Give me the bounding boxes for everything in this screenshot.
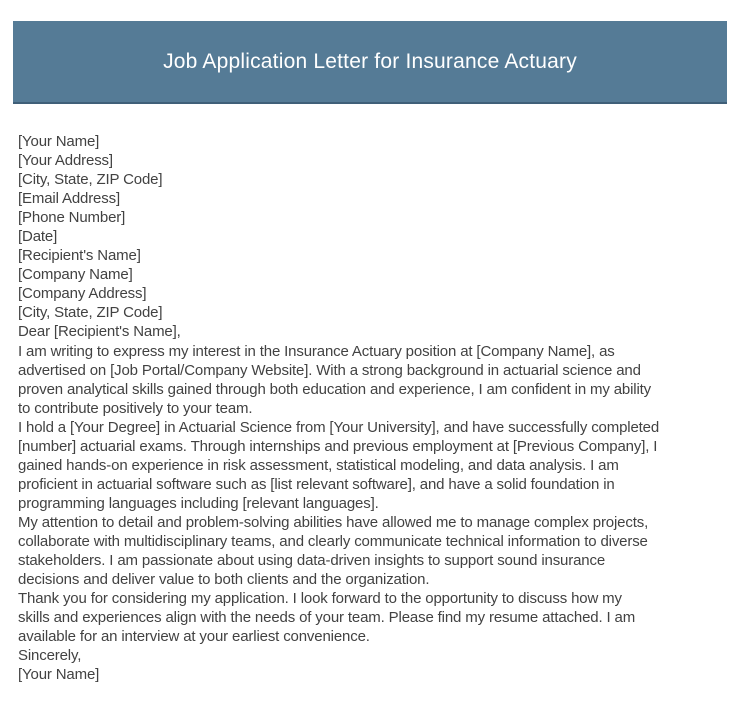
letter-line: Thank you for considering my application. I look forward to the opportunity to discuss how my [18, 590, 622, 608]
letter-line: [Your Address] [18, 152, 113, 170]
letter-line: [number] actuarial exams. Through internships and previous employment at [Previous Company], I [18, 437, 658, 455]
letter-line: proficient in actuarial software such as [list relevant software], and have a solid foundation in [18, 475, 615, 493]
letter-line: gained hands-on experience in risk assessment, statistical modeling, and data analysis. I am [18, 456, 619, 474]
letter-line: [City, State, ZIP Code] [18, 171, 163, 189]
letter-line: Sincerely, [18, 647, 82, 665]
letter-line: proven analytical skills gained through both education and experience, I am confident in my ability [18, 380, 652, 398]
letter-line: [City, State, ZIP Code] [18, 304, 163, 322]
letter-line: skills and experiences align with the needs of your team. Please find my resume attached. I am [18, 609, 636, 627]
letter-line: [Your Name] [18, 133, 100, 150]
letter-line: I am writing to express my interest in the Insurance Actuary position at [Company Name], as [18, 342, 615, 360]
letter-line: advertised on [Job Portal/Company Website]. With a strong background in actuarial science and [18, 361, 641, 379]
letter-line: [Phone Number] [18, 209, 126, 227]
letter-line: collaborate with multidisciplinary teams, and clearly communicate technical information to diverse [18, 532, 648, 550]
letter-line: to contribute positively to your team. [18, 399, 253, 417]
letter-line: My attention to detail and problem-solving abilities have allowed me to manage complex projects, [18, 513, 649, 531]
letter-line: available for an interview at your earliest convenience. [18, 628, 370, 646]
letter-line: I hold a [Your Degree] in Actuarial Science from [Your University], and have successfully completed [18, 418, 660, 436]
letter-line: programming languages including [relevant languages]. [18, 494, 379, 512]
letter-line: [Your Name] [18, 666, 100, 684]
letter-line: Dear [Recipient's Name], [18, 323, 181, 341]
letter-line: decisions and deliver value to both clients and the organization. [18, 571, 430, 589]
letter-line: stakeholders. I am passionate about using data-driven insights to support sound insurance [18, 552, 606, 570]
letter-line: [Company Address] [18, 285, 147, 303]
letter-body [18, 132, 736, 684]
page-title: Job Application Letter for Insurance Actuary [163, 49, 577, 73]
header-band [13, 21, 727, 104]
letter-line: [Company Name] [18, 266, 133, 284]
letter-line: [Date] [18, 228, 58, 246]
letter-line: [Email Address] [18, 190, 120, 208]
letter-line: [Recipient's Name] [18, 247, 141, 265]
